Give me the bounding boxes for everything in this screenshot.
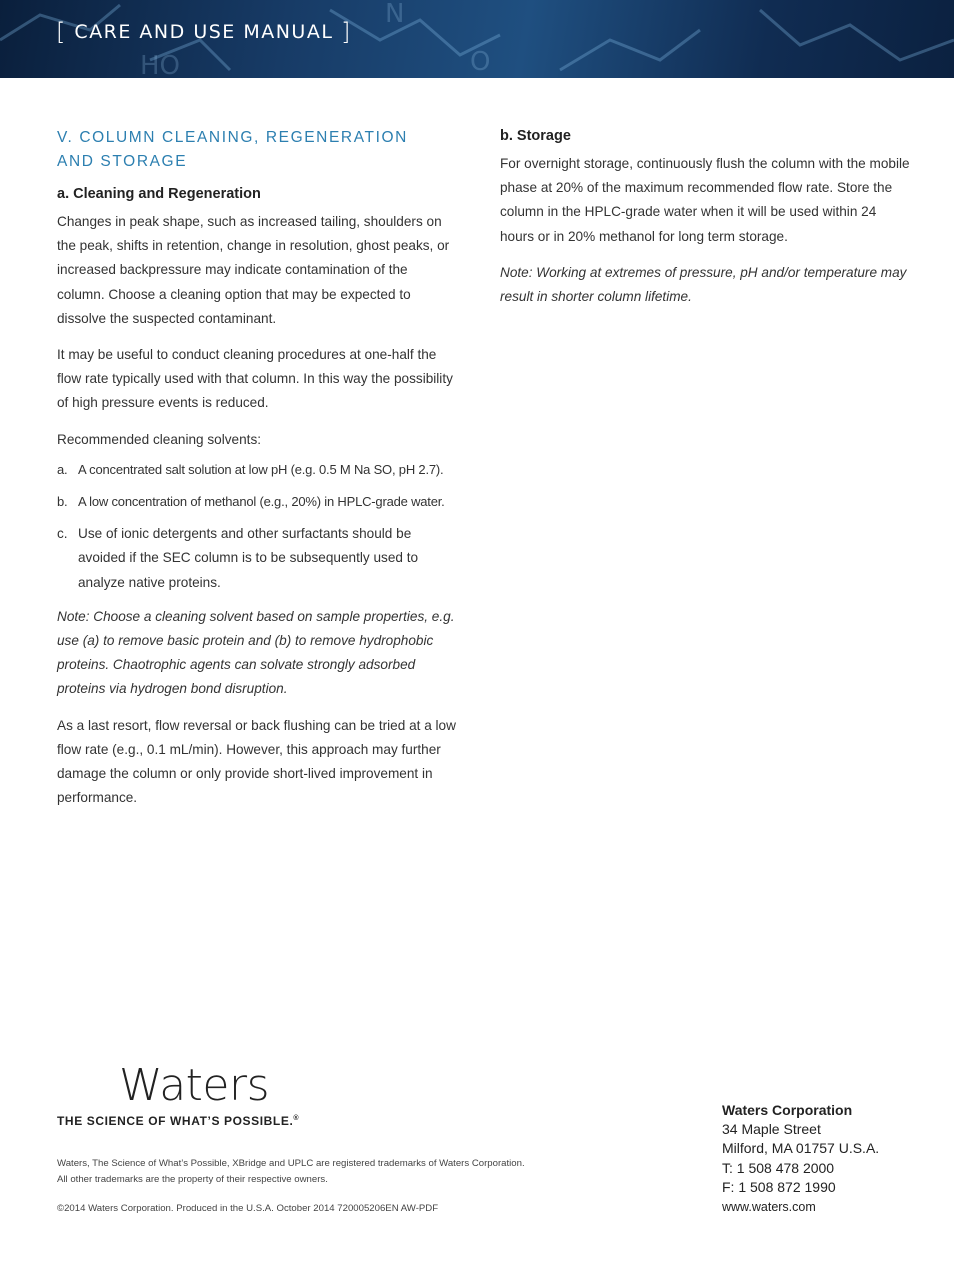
storage-note: Note: Working at extremes of pressure, pH and/or temperature may result in shorter column lifetime. <box>500 264 907 305</box>
fax: F: 1 508 872 1990 <box>722 1179 836 1196</box>
svg-text:N: N <box>385 0 405 29</box>
registered-mark: ® <box>293 1115 300 1122</box>
section-title <box>57 126 457 174</box>
tagline-text: THE SCIENCE OF WHAT’S POSSIBLE. <box>57 1114 294 1128</box>
bracket-close: ] <box>340 18 352 46</box>
list-marker: b. <box>57 494 68 510</box>
cleaning-para-1: Changes in peak shape, such as increased tailing, shoulders on the peak, shifts in retention, change in resolution, ghost peaks, or increased backpressure may indicate contamination of the column. Choose a cleaning option that may be expected to dissolve the suspected contaminant. <box>57 214 450 326</box>
list-item <box>57 490 457 514</box>
bracket-open: [ <box>56 18 67 46</box>
list-item-text: A concentrated salt solution at low pH (e.g. 0.5 M Na SO, pH 2.7). <box>78 461 444 477</box>
address-block <box>722 1101 942 1217</box>
city: Milford, MA 01757 U.S.A. <box>722 1140 880 1157</box>
svg-text:O: O <box>470 47 491 77</box>
company-name: Waters Corporation <box>722 1102 853 1118</box>
legal-notice <box>57 1156 577 1217</box>
list-item <box>57 522 457 595</box>
cleaning-subhead: a. Cleaning and Regeneration <box>57 186 261 202</box>
left-column <box>57 126 457 822</box>
right-column <box>500 128 910 321</box>
svg-text:HO: HO <box>140 51 181 78</box>
copyright: ©2014 Waters Corporation. Produced in the U.S.A. October 2014 720005206EN AW-PDF <box>57 1203 439 1214</box>
legal-line-2: All other trademarks are the property of their respective owners. <box>57 1173 328 1185</box>
section-title-line2: AND STORAGE <box>57 153 188 170</box>
header-banner <box>0 0 954 78</box>
list-item <box>57 458 457 482</box>
manual-title <box>56 18 352 46</box>
logo-wordmark: Waters <box>119 1060 269 1111</box>
list-item-text: Use of ionic detergents and other surfactants should be avoided if the SEC column is to be subsequently used to analyze native proteins. <box>78 526 419 590</box>
manual-title-text: CARE AND USE MANUAL <box>74 21 334 43</box>
website-link[interactable]: www.waters.com <box>722 1199 816 1214</box>
storage-subhead: b. Storage <box>500 128 571 144</box>
list-marker: c. <box>57 526 68 542</box>
cleaning-para-4: As a last resort, flow reversal or back flushing can be tried at a low flow rate (e.g., 0.1 mL/min). However, this approach may further damage the column or only provide short-lived improvement in performance. <box>57 717 456 806</box>
cleaning-note: Note: Choose a cleaning solvent based on sample properties, e.g. use (a) to remove basic protein and (b) to remove hydrophobic proteins. Chaotrophic agents can solvate strongly adsorbed proteins via hydrogen bond disruption. <box>57 608 455 697</box>
storage-para: For overnight storage, continuously flush the column with the mobile phase at 20% of the maximum recommended flow rate. Store the column in the HPLC-grade water when it will be used within 24 hours or in 20% methanol for long term storage. <box>500 156 910 244</box>
list-item-text: A low concentration of methanol (e.g., 20%) in HPLC-grade water. <box>78 494 445 510</box>
legal-line-1: Waters, The Science of What’s Possible, XBridge and UPLC are registered trademarks of Waters Corporation. <box>57 1158 525 1169</box>
tagline <box>57 1114 299 1128</box>
solvent-list <box>57 458 457 595</box>
cleaning-para-2: It may be useful to conduct cleaning procedures at one-half the flow rate typically used with that column. In this way the possibility of high pressure events is reduced. <box>57 347 453 411</box>
street: 34 Maple Street <box>722 1121 821 1137</box>
list-marker: a. <box>57 461 68 477</box>
cleaning-para-3: Recommended cleaning solvents: <box>57 431 262 447</box>
telephone: T: 1 508 478 2000 <box>722 1159 835 1176</box>
section-title-line1: V. COLUMN CLEANING, REGENERATION <box>57 129 408 146</box>
